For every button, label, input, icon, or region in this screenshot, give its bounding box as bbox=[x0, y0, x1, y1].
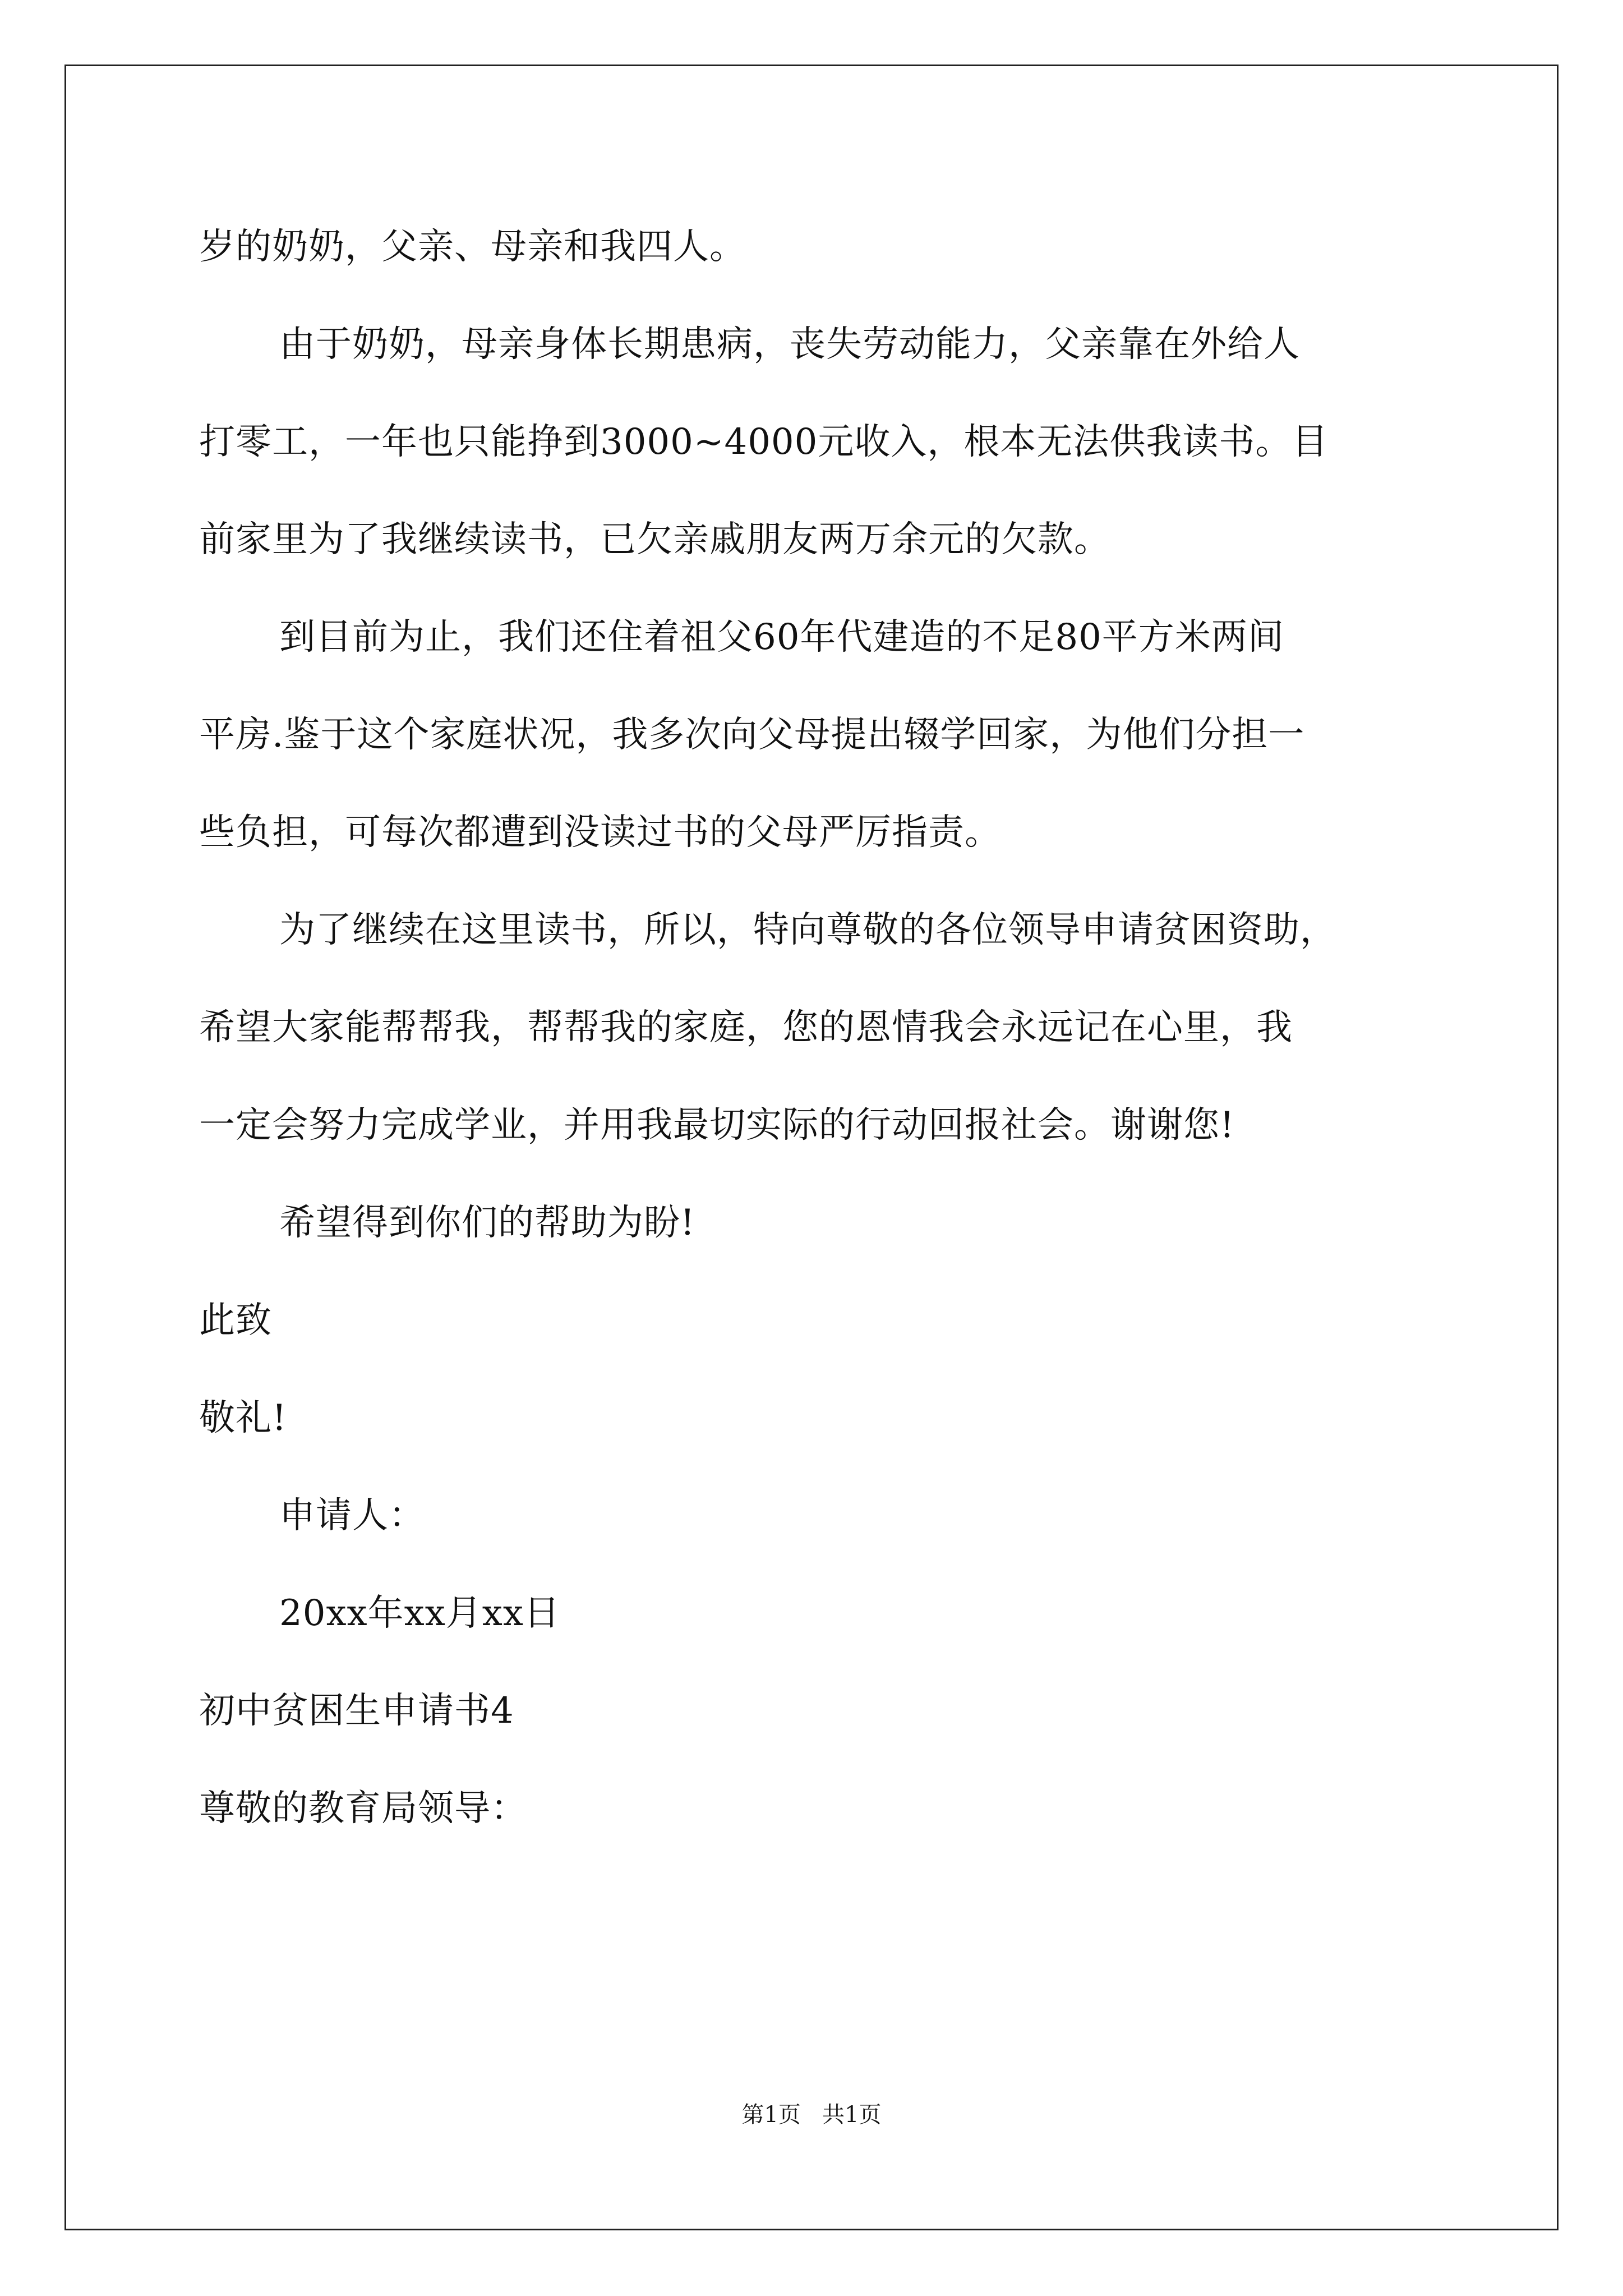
text-line: 到目前为止，我们还住着祖父60年代建造的不足80平方米两间 bbox=[279, 616, 1284, 658]
section-title: 初中贫困生申请书4 bbox=[199, 1690, 514, 1732]
date-line: 20xx年xx月xx日 bbox=[279, 1593, 560, 1634]
text-line: 前家里为了我继续读书，已欠亲戚朋友两万余元的欠款。 bbox=[199, 519, 1110, 560]
text-line: 岁的奶奶，父亲、母亲和我四人。 bbox=[199, 226, 746, 268]
text-line: 此致 bbox=[199, 1300, 272, 1341]
text-line: 由于奶奶，母亲身体长期患病，丧失劳动能力，父亲靠在外给人 bbox=[279, 324, 1300, 365]
text-line: 些负担，可每次都遭到没读过书的父母严厉指责。 bbox=[199, 812, 1001, 853]
text-line: 平房.鉴于这个家庭状况，我多次向父母提出辍学回家，为他们分担一 bbox=[199, 714, 1305, 756]
salutation-line: 尊敬的教育局领导： bbox=[199, 1788, 527, 1829]
text-line: 希望得到你们的帮助为盼! bbox=[279, 1202, 695, 1244]
text-line: 为了继续在这里读书，所以，特向尊敬的各位领导申请贫困资助， bbox=[279, 909, 1336, 951]
text-line: 希望大家能帮帮我，帮帮我的家庭，您的恩情我会永远记在心里，我 bbox=[199, 1007, 1293, 1048]
text-line: 敬礼! bbox=[199, 1397, 287, 1439]
page-number-footer: 第1页 共1页 bbox=[741, 2102, 882, 2128]
signature-label: 申请人： bbox=[279, 1495, 425, 1536]
text-line: 一定会努力完成学业，并用我最切实际的行动回报社会。谢谢您! bbox=[199, 1105, 1235, 1146]
text-line: 打零工，一年也只能挣到3000~4000元收入，根本无法供我读书。目 bbox=[199, 421, 1329, 463]
